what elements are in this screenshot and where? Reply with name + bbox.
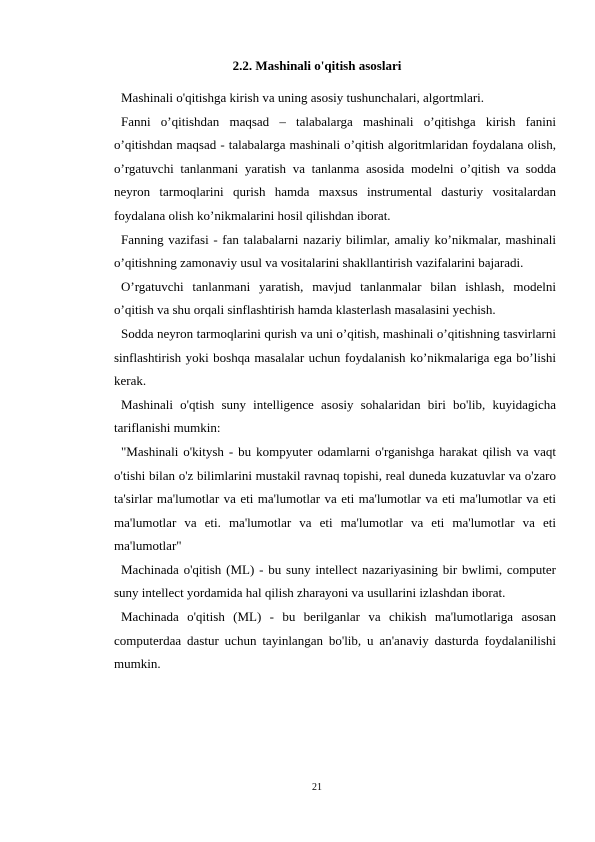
paragraph-ml-theory: Machinada o'qitish (ML) - bu suny intellect nazariyasining bir bwlimi, computer suny intellect yordamida hal qilish zharayoni va usullarini izlashdan iborat.	[114, 561, 556, 601]
section-title: 2.2. Mashinali o'qitish asoslari	[232, 58, 402, 73]
paragraph-definition-intro: Mashinali o'qtish suny intelligence asosiy sohalaridan biri bo'lib, kuyidagicha tariflanishi mumkin:	[114, 396, 556, 436]
paragraph-goal: Fanni o’qitishdan maqsad – talabalarga mashinali o’qitishga kirish fanini o’qitishdan maqsad - talabalarga mashinali o’qitish algoritmlaridan foydalana olish, o’rgatuvchi tanlanmani yaratish va tanlanma asosida modelni o’qitish va sodda neyron tarmoqlarini qurish hamda maxsus instrumental dasturiy vositalardan foydalana olish ko’nikmalarini hosil qilishdan iborat.	[114, 113, 556, 223]
paragraph-intro: Mashinali o'qitishga kirish va uning asosiy tushunchalari, algortmlari.	[121, 90, 485, 105]
page-number: 21	[312, 782, 322, 793]
paragraph-training-set: O’rgatuvchi tanlanmani yaratish, mavjud tanlanmalar bilan ishlash, modelni o’qitish va shu orqali sinflashtirish hamda klasterlash masalasini yechish.	[114, 278, 556, 318]
paragraph-ml-program: Machinada o'qitish (ML) - bu berilganlar va chikish ma'lumotlariga asosan computerdaa dastur uchun tayinlangan bo'lib, u an'anaviy dasturda foydalanilishi mumkin.	[114, 609, 556, 672]
body-text	[114, 86, 556, 676]
paragraph-neural-networks: Sodda neyron tarmoqlarini qurish va uni o’qitish, mashinali o’qitishning tasvirlarni sinflashtirish yoki boshqa masalalar uchun foydalanish ko’nikmalariga ega bo’lishi kerak.	[114, 325, 556, 389]
paragraph-quote: "Mashinali o'kitysh - bu kompyuter odamlarni o'rganishga harakat qilish va vaqt o'tishi bilan o'z bilimlarini mustakil ravnaq topishi, real duneda kuzatuvlar va o'zaro ta'sirlar ma'lumotlar va eti ma'lumotlar va eti ma'lumotlar va eti ma'lumotlar va eti ma'lumotlar va eti. ma'lumotlar va eti ma'lumotlar va eti ma'lumotlar va eti ma'lumotlar"	[114, 443, 556, 554]
paragraph-task: Fanning vazifasi - fan talabalarni nazariy bilimlar, amaliy ko’nikmalar, mashinali o’qitishning zamonaviy usul va vositalarini shakllantirish vazifalarini bajaradi.	[114, 231, 556, 271]
